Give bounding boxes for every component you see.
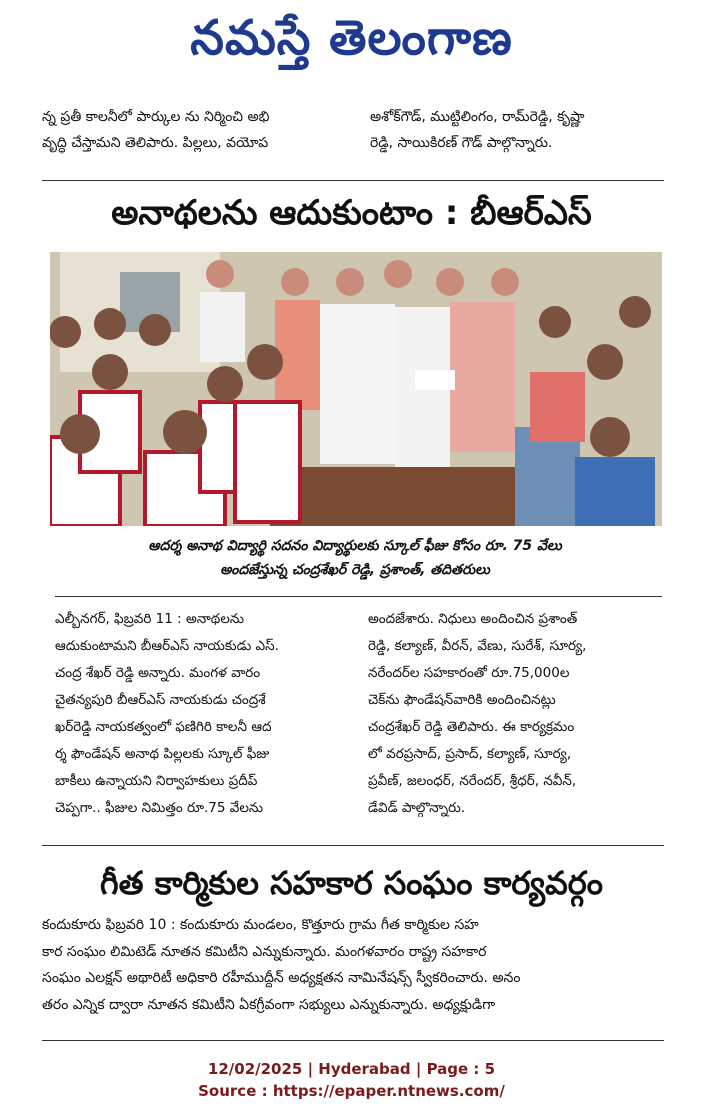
divider — [42, 845, 664, 846]
body-line: తరం ఎన్నిక ద్వారా నూతన కమిటీని ఏకగ్రీవంగా సభ్యులు ఎన్నుకున్నారు. అధ్యక్షుడిగా — [42, 996, 496, 1013]
article2-body — [42, 912, 664, 1018]
top-left-snippet — [42, 94, 342, 156]
article1-right-column — [368, 606, 662, 822]
article1-headline: అనాథలను ఆదుకుంటాం : బీఆర్ఎస్ — [111, 193, 592, 233]
body-line: సంఘం ఎలక్షన్ అథారిటీ అధికారి రహీముద్దీన్ అధ్యక్షతన నామినేషన్స్ స్వీకరించారు. అనం — [42, 970, 521, 986]
article1-photo — [50, 252, 662, 526]
snippet-line: అశోక్‌గౌడ్, ముట్టిలింగం, రామ్‌రెడ్డి, కృష్ణా — [370, 109, 585, 125]
caption-line: అందజేస్తున్న చంద్రశేఖర్ రెడ్డి, ప్రశాంత్, తదితరులు — [220, 562, 490, 578]
masthead-title: నమస్తే తెలంగాణ — [190, 10, 513, 66]
body-line: కార సంఘం లిమిటెడ్ నూతన కమిటీని ఎన్నుకున్నారు. మంగళవారం రాష్ట్ర సహకార — [42, 943, 487, 960]
snippet-line: న్న ప్రతీ కాలనీలో పార్కుల ను నిర్మించి అభి — [42, 109, 270, 125]
body-line: ఖర్‌రెడ్డి నాయకత్వంలో ఫణిగిరి కాలనీ ఆద — [55, 719, 272, 735]
divider — [55, 596, 662, 597]
footer-dateline: 12/02/2025 | Hyderabad | Page : 5 — [207, 1060, 496, 1078]
divider — [42, 180, 664, 181]
snippet-line: వృద్ధి చేస్తామని తెలిపారు. పిల్లలు, వయోప — [42, 135, 269, 151]
article2-headline: గీత కార్మికుల సహకార సంఘం కార్యవర్గం — [100, 864, 603, 902]
body-line: ఆదుకుంటామని బీఆర్ఎస్ నాయకుడు ఎస్. — [55, 638, 279, 654]
top-right-snippet — [370, 94, 670, 156]
body-line: చంద్రశేఖర్ రెడ్డి తెలిపారు. ఈ కార్యక్రమం — [368, 719, 575, 735]
body-line: బాకీలు ఉన్నాయని నిర్వాహకులు ప్రదీప్ — [55, 773, 258, 789]
body-line: చెక్‌ను ఫౌండేషన్‌వారికి అందించినట్లు — [368, 692, 556, 708]
article1-left-column — [55, 606, 345, 822]
body-line: రెడ్డి, కల్యాణ్, వీరన్, వేణు, సురేశ్, సూర్య, — [368, 638, 587, 654]
body-line: లో వరప్రసాద్, ప్రసాద్, కల్యాణ్, సూర్య, — [368, 746, 572, 762]
body-line: ర్శ ఫౌండేషన్ అనాథ పిల్లలకు స్కూల్ ఫీజు — [55, 746, 270, 762]
body-line: అందజేశారు. నిధులు అందించిన ప్రశాంత్ — [368, 611, 578, 627]
body-line: డేవిడ్ పాల్గొన్నారు. — [368, 800, 466, 816]
footer-source: Source : https://epaper.ntnews.com/ — [198, 1082, 505, 1100]
body-line: ప్రవీణ్, జలంధర్, నరేందర్, శ్రీధర్, నవీన్, — [368, 773, 577, 789]
body-line: చైతన్యపురి బీఆర్ఎస్ నాయకుడు చంద్రశే — [55, 692, 266, 708]
body-line: నరేందర్‌ల సహకారంతో రూ.75,000ల — [368, 665, 570, 681]
snippet-line: రెడ్డి, సాయికిరణ్ గౌడ్ పాల్గొన్నారు. — [370, 135, 553, 151]
body-line: చంద్ర శేఖర్ రెడ్డి అన్నారు. మంగళ వారం — [55, 665, 261, 681]
body-line: కందుకూరు ఫిబ్రవరి 10 : కందుకూరు మండలం, కొత్తూరు గ్రామ గీత కార్మికుల సహ — [42, 917, 479, 933]
caption-line: ఆదర్శ అనాథ విద్యార్థి సదనం విద్యార్థులకు స్కూల్ ఫీజు కోసం రూ. 75 వేలు — [148, 538, 562, 554]
article1-caption — [60, 534, 650, 582]
body-line: ఎల్బీనగర్, ఫిబ్రవరి 11 : అనాథలను — [55, 611, 245, 627]
body-line: చెప్పగా.. ఫీజుల నిమిత్తం రూ.75 వేలను — [55, 800, 264, 816]
divider — [42, 1040, 664, 1041]
